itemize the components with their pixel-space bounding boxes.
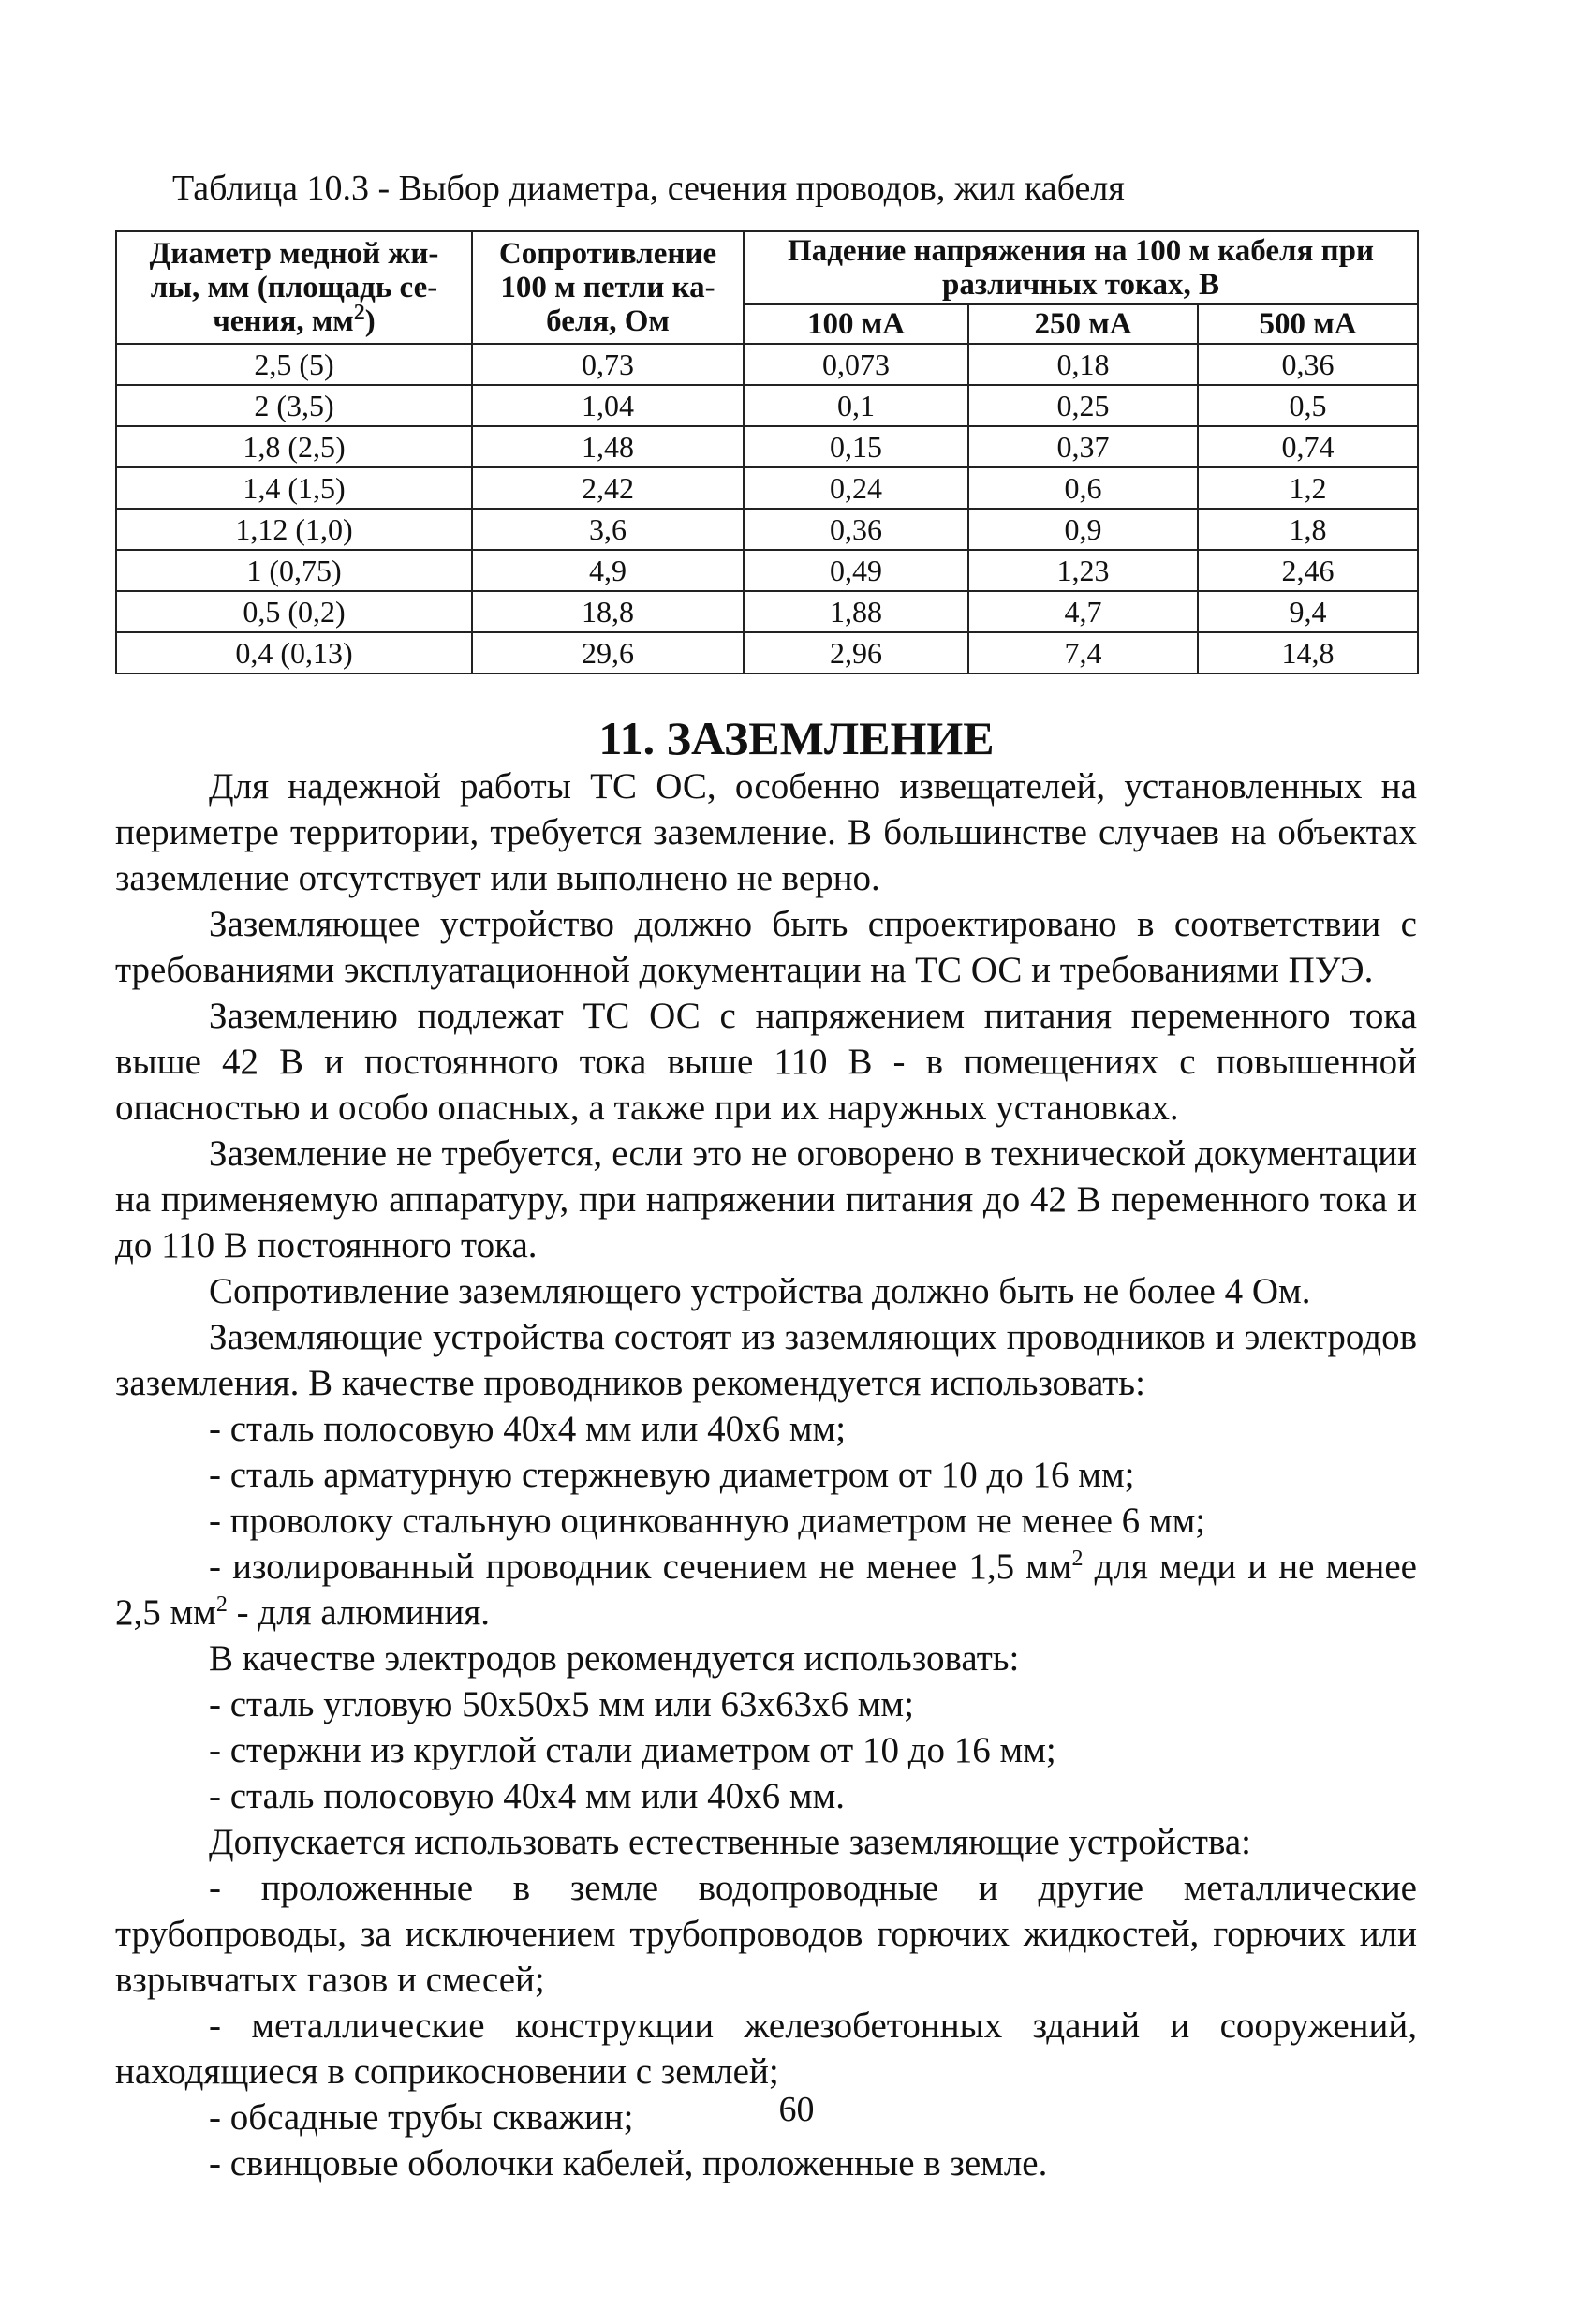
list-item: - сталь полосовую 40х4 мм или 40х6 мм. [209,1776,845,1816]
column-header-diameter: Диаметр медной жи- лы, мм (площадь се- чения, $мм^2$) [116,231,472,344]
table-row: 1,8 (2,5) 1,48 0,15 0,37 0,74 [116,426,1418,467]
column-header-resistance: Сопротивление 100 м петли ка- беля, Ом [472,231,744,344]
wire-selection-table [115,230,1419,674]
table-caption: Таблица 10.3 - Выбор диаметра, сечения проводов, жил кабеля [172,169,1125,208]
list-item: - изолированный проводник сечением не менее 1,5 $мм^2$ для меди и не менее 2,5 $мм^2$ - для алюминия. [115,1547,1417,1633]
list-item: - металлические конструкции железобетонных зданий и сооружений, находящиеся в соприкосновении с землей; [115,2006,1417,2092]
paragraph: Заземляющее устройство должно быть спроектировано в соответствии с требованиями эксплуатационной документации на ТС ОС и требованиями ПУЭ. [115,904,1417,990]
section-body [115,763,1417,2186]
paragraph: Для надежной работы ТС ОС, особенно извещателей, установленных на периметре территории, требуется заземление. В большинстве случаев на объектах заземление отсутствует или выполнено не верно. [115,766,1417,898]
table-row: 1,12 (1,0) 3,6 0,36 0,9 1,8 [116,509,1418,550]
paragraph: В качестве электродов рекомендуется использовать: [209,1638,1020,1679]
table-row: 0,4 (0,13) 29,6 2,96 7,4 14,8 [116,632,1418,674]
page-number: 60 [778,2090,815,2129]
list-item: - проложенные в земле водопроводные и другие металлические трубопроводы, за исключением трубопроводов горючих жидкостей, горючих или взрывчатых газов и смесей; [115,1868,1417,2000]
table-row: 0,5 (0,2) 18,8 1,88 4,7 9,4 [116,591,1418,632]
table-row: 2 (3,5) 1,04 0,1 0,25 0,5 [116,385,1418,426]
paragraph: Допускается использовать естественные заземляющие устройства: [209,1822,1252,1862]
paragraph: Заземляющие устройства состоят из заземляющих проводников и электродов заземления. В качестве проводников рекомендуется использовать: [115,1317,1417,1403]
table-row: 1 (0,75) 4,9 0,49 1,23 2,46 [116,550,1418,591]
paragraph: Заземлению подлежат ТС ОС с напряжением питания переменного тока выше 42 В и постоянного тока выше 110 В - в помещениях с повышенной опасностью и особо опасных, а также при их наружных установках. [115,996,1417,1128]
list-item: - стержни из круглой стали диаметром от 10 до 16 мм; [209,1730,1056,1770]
paragraph: Сопротивление заземляющего устройства должно быть не более 4 Ом. [209,1271,1311,1311]
table-row: 1,4 (1,5) 2,42 0,24 0,6 1,2 [116,467,1418,509]
column-header-500ma: 500 мА [1198,304,1418,344]
list-item: - сталь арматурную стержневую диаметром от 10 до 16 мм; [209,1455,1135,1495]
paragraph: Заземление не требуется, если это не оговорено в технической документации на применяемую аппаратуру, при напряжении питания до 42 В переменного тока и до 110 В постоянного тока. [115,1133,1417,1266]
column-header-100ma: 100 мА [744,304,968,344]
list-item: - проволоку стальную оцинкованную диаметром не менее 6 мм; [209,1501,1206,1541]
table-row: 2,5 (5) 0,73 0,073 0,18 0,36 [116,344,1418,385]
list-item: - свинцовые оболочки кабелей, проложенные в земле. [209,2143,1048,2183]
list-item: - сталь угловую 50х50х5 мм или 63х63х6 мм; [209,1684,914,1724]
section-title: 11. ЗАЗЕМЛЕНИЕ [598,712,995,764]
column-header-voltage-drop: Падение напряжения на 100 м кабеля при различных токах, В [744,231,1418,304]
column-header-250ma: 250 мА [968,304,1198,344]
list-item: - сталь полосовую 40х4 мм или 40х6 мм; [209,1409,847,1449]
list-item: - обсадные трубы скважин; [209,2097,634,2138]
